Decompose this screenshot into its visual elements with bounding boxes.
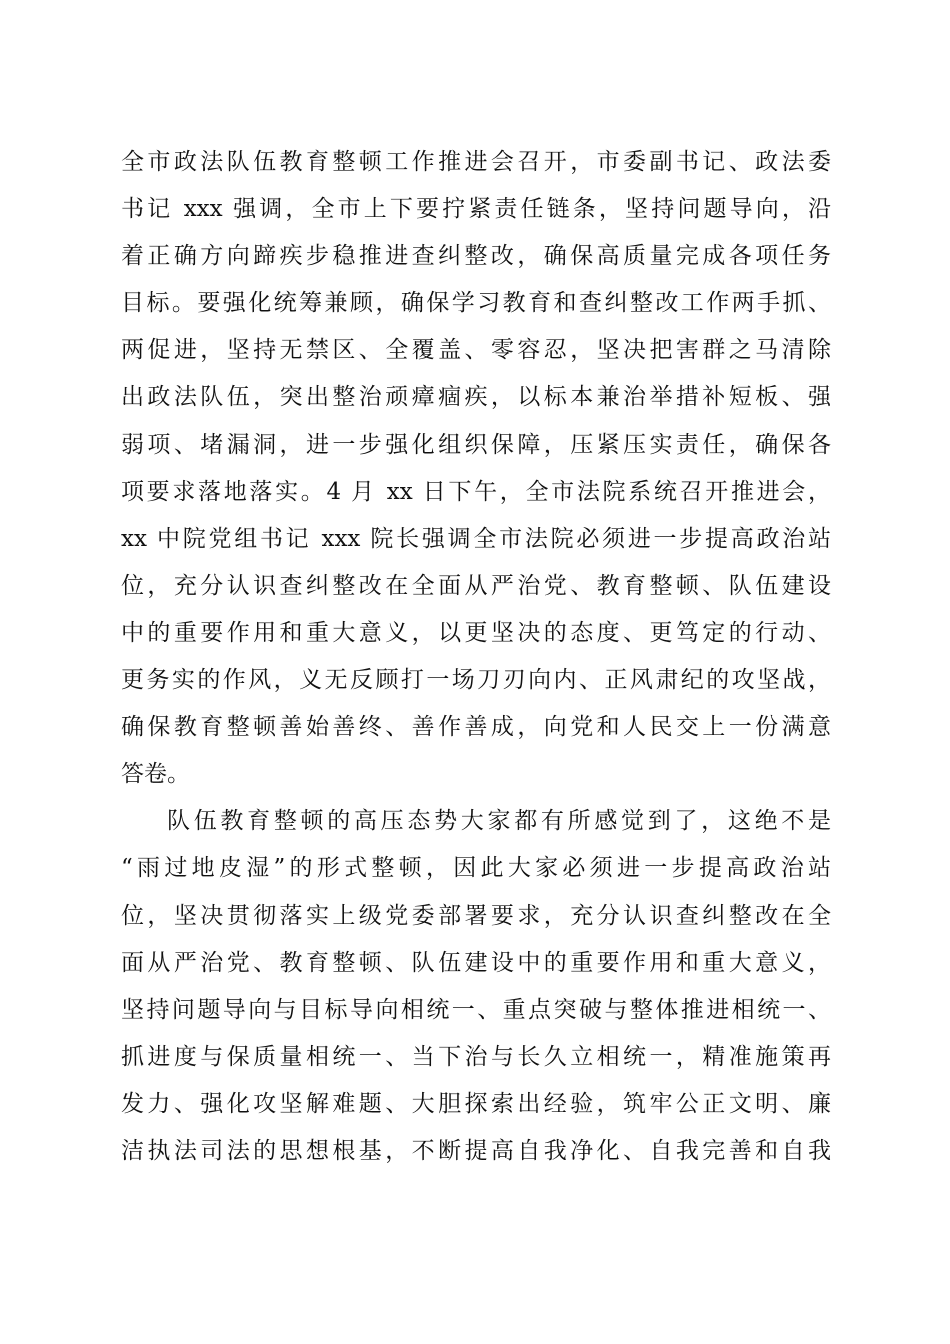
text-line: 洁执法司法的思想根基，不断提高自我净化、自我完善和自我	[121, 1137, 831, 1164]
text-line: 着正确方向蹄疾步稳推进查纠整改，确保高质量完成各项任务	[121, 243, 831, 270]
text-line: 目标。要强化统筹兼顾，确保学习教育和查纠整改工作两手抓、	[121, 290, 831, 317]
text-line: 队伍教育整顿的高压态势大家都有所感觉到了，这绝不是	[167, 808, 831, 835]
text-line: 位，充分认识查纠整改在全面从严治党、教育整顿、队伍建设	[121, 572, 831, 599]
text-line: 发力、强化攻坚解难题、大胆探索出经验，筑牢公正文明、廉	[121, 1090, 831, 1117]
text-line: 确保教育整顿善始善终、善作善成，向党和人民交上一份满意	[121, 714, 831, 741]
text-line: 面从严治党、教育整顿、队伍建设中的重要作用和重大意义，	[121, 949, 831, 976]
text-line: 书记 xxx 强调，全市上下要拧紧责任链条，坚持问题导向，沿	[121, 196, 831, 223]
text-line: 两促进，坚持无禁区、全覆盖、零容忍，坚决把害群之马清除	[121, 337, 831, 364]
body-text	[121, 139, 831, 1175]
text-line: 位，坚决贯彻落实上级党委部署要求，充分认识查纠整改在全	[121, 902, 831, 929]
text-line: 抓进度与保质量相统一、当下治与长久立相统一，精准施策再	[121, 1043, 831, 1070]
text-line: 全市政法队伍教育整顿工作推进会召开，市委副书记、政法委	[121, 149, 831, 175]
text-line: xx 中院党组书记 xxx 院长强调全市法院必须进一步提高政治站	[121, 525, 831, 552]
paragraph-1	[121, 139, 831, 798]
text-line: “雨过地皮湿”的形式整顿，因此大家必须进一步提高政治站	[121, 855, 831, 882]
text-line: 项要求落地落实。4 月 xx 日下午，全市法院系统召开推进会，	[121, 478, 831, 505]
text-line: 弱项、堵漏洞，进一步强化组织保障，压紧压实责任，确保各	[121, 431, 831, 458]
text-line: 坚持问题导向与目标导向相统一、重点突破与整体推进相统一、	[121, 996, 831, 1023]
text-line: 出政法队伍，突出整治顽瘴痼疾，以标本兼治举措补短板、强	[121, 384, 831, 411]
text-line: 中的重要作用和重大意义，以更坚决的态度、更笃定的行动、	[121, 619, 831, 646]
text-line: 更务实的作风，义无反顾打一场刀刃向内、正风肃纪的攻坚战，	[121, 667, 831, 694]
text-line: 答卷。	[121, 761, 190, 788]
paragraph-2	[121, 798, 831, 1175]
